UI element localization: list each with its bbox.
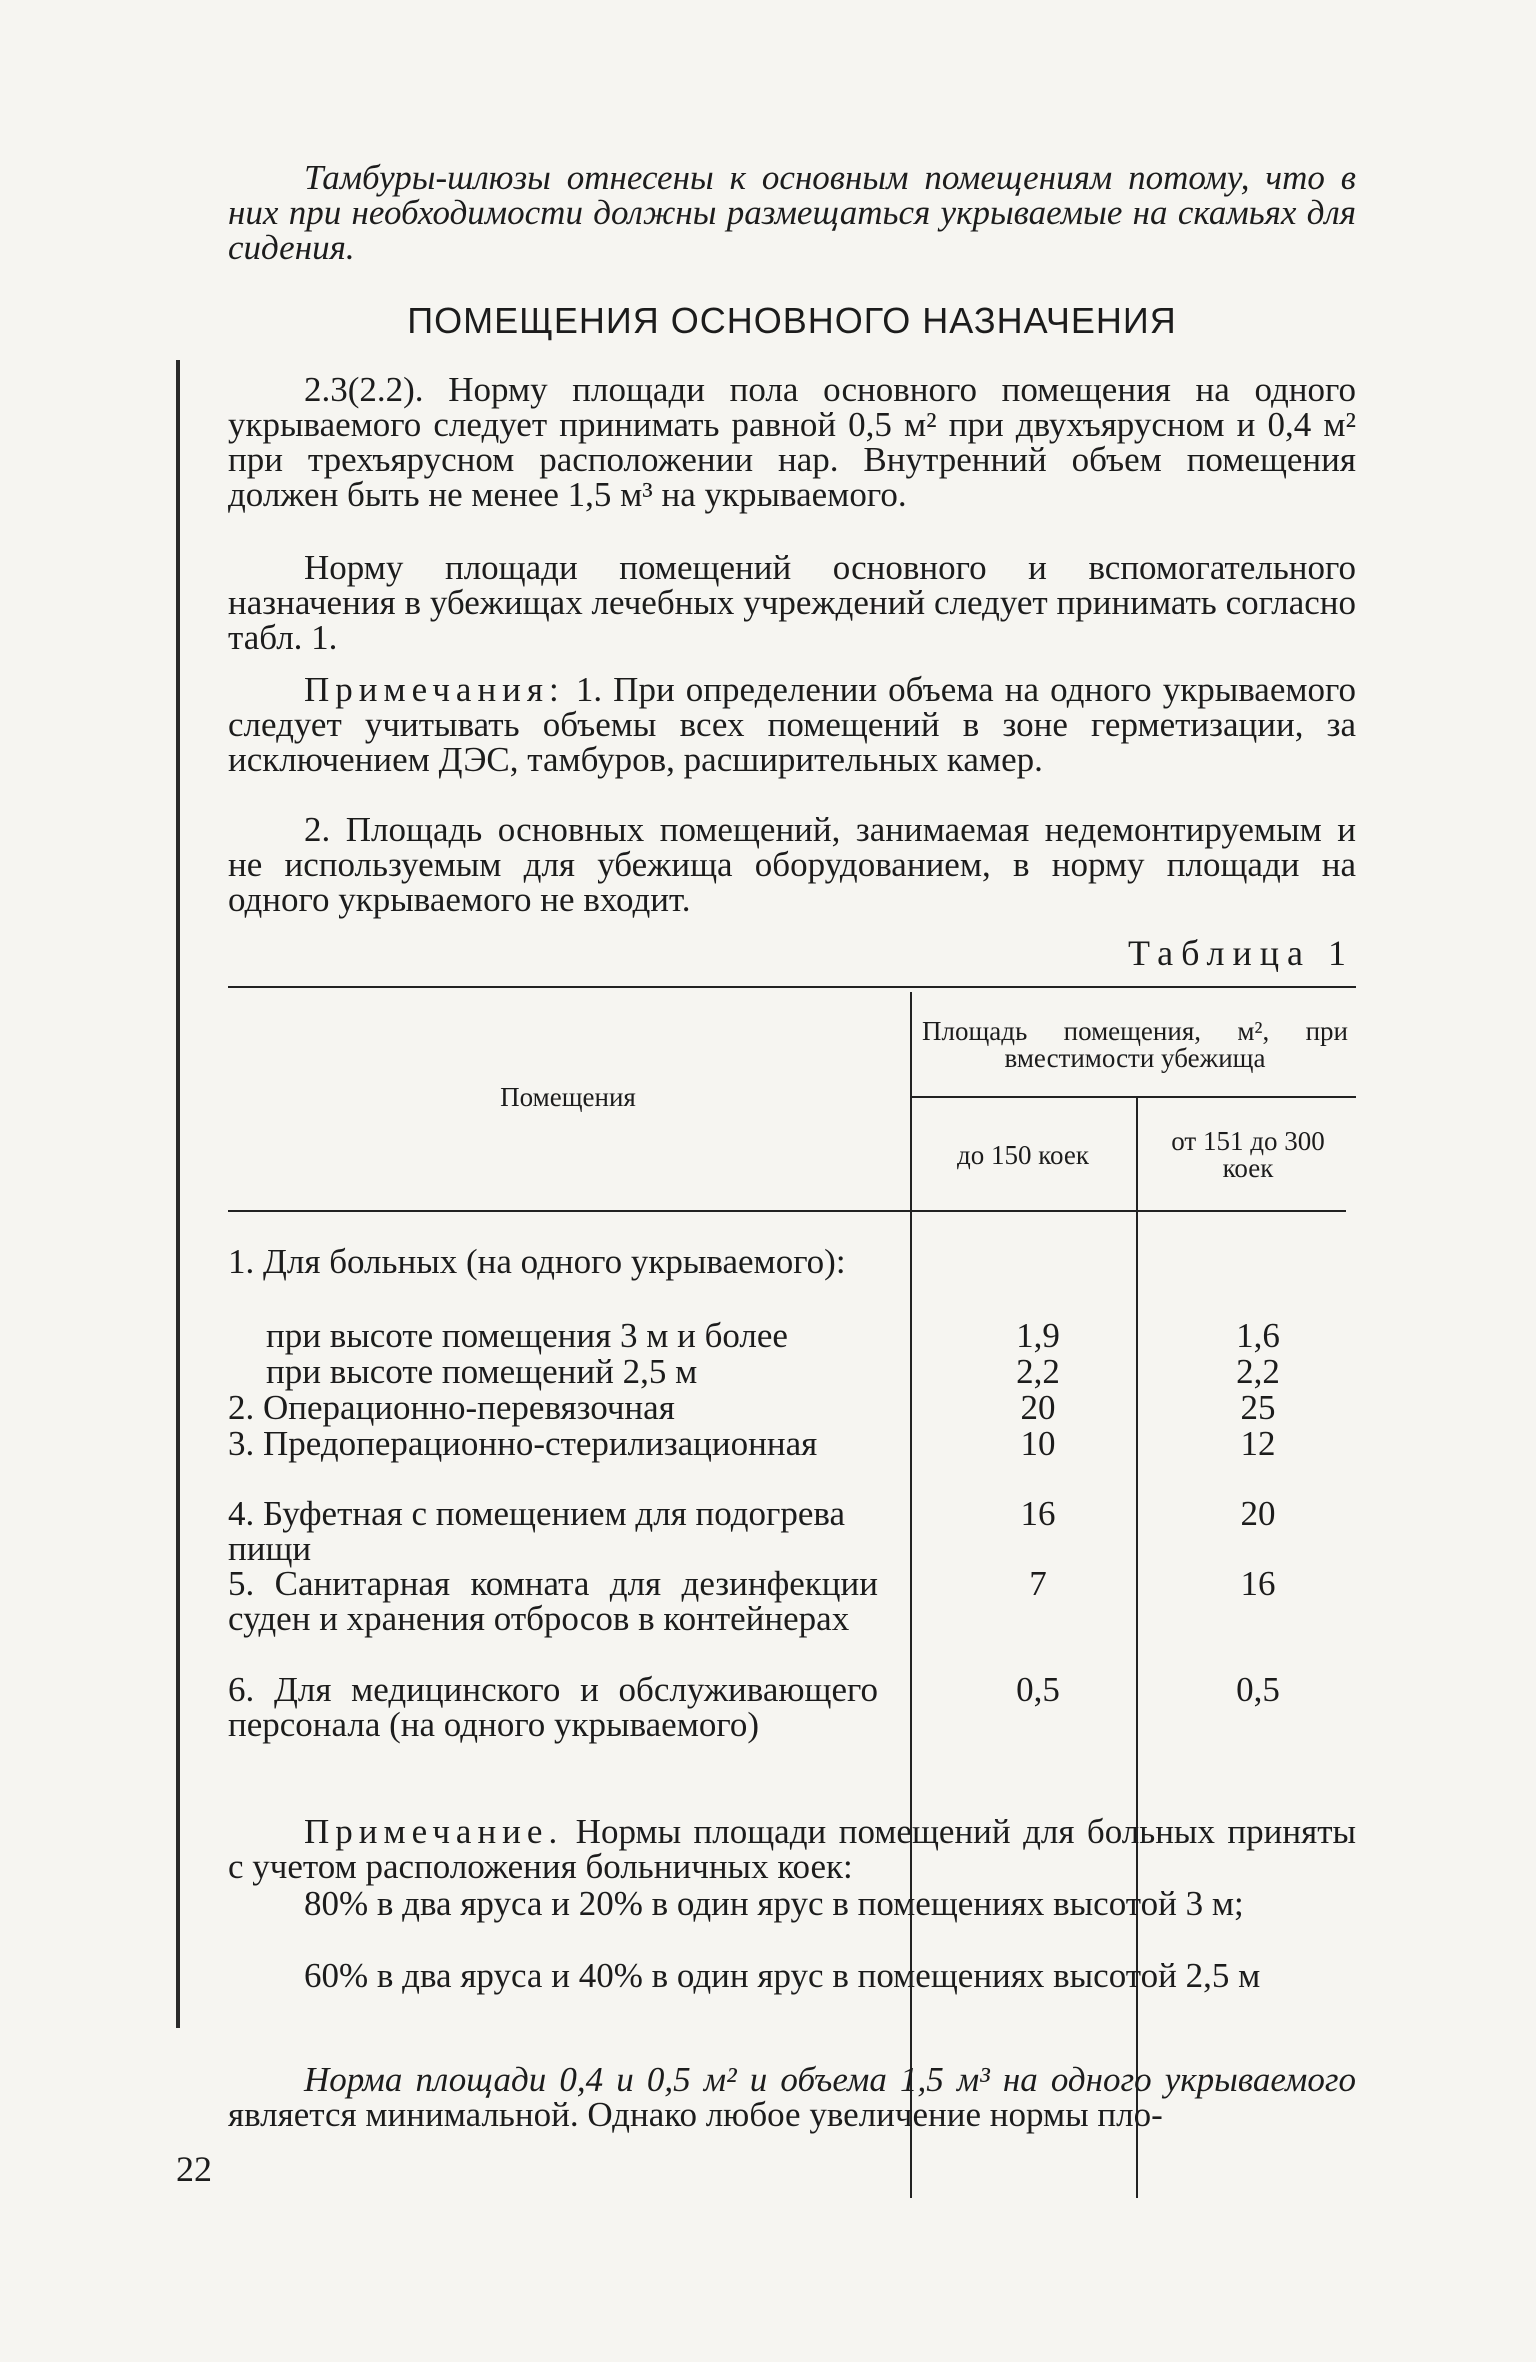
row-value-col1: 0,5	[1016, 1670, 1060, 1709]
paragraph-2-3-text: 2.3(2.2). Норму площади пола основного помещения на одного укрываемого следует принимать равной 0,5 м² при двухъярусном и 0,4 м² при трехъярусном расположении нар. Внутренний объем помещения должен быть не менее 1,5 м³ на укрываемого.	[228, 370, 1356, 514]
closing-paragraph	[228, 2062, 1356, 2132]
section-heading: ПОМЕЩЕНИЯ ОСНОВНОГО НАЗНАЧЕНИЯ	[407, 300, 1177, 341]
header-col-151-300: от 151 до 300 коек	[1171, 1126, 1325, 1183]
table-note-item-1-text: 80% в два яруса и 20% в один ярус в помещениях высотой 3 м;	[304, 1884, 1244, 1923]
row-value-col1: 7	[1029, 1564, 1047, 1603]
paragraph-table-reference-text: Норму площади помещений основного и вспомогательного назначения в убежищах лечебных учреждений следует принимать согласно табл. 1.	[228, 548, 1356, 657]
row-label: при высоте помещения 3 м и более	[266, 1316, 788, 1355]
table-column-divider-2	[1136, 1098, 1138, 2198]
table-note-text: Нормы площади помещений для больных приняты с учетом расположения больничных коек:	[228, 1812, 1357, 1886]
table-note-item-1	[228, 1886, 1356, 1921]
notes-label: Примечания:	[304, 670, 565, 709]
table-header-bottom-rule	[228, 1210, 1346, 1212]
row-value-col2: 0,5	[1236, 1670, 1280, 1709]
table-note-label: Примечание.	[304, 1812, 564, 1851]
note-2-text: 2. Площадь основных помещений, занимаемая недемонтируемым и не используемым для убежища оборудованием, в норму площади на одного укрываемого не входит.	[228, 810, 1356, 919]
page-number: 22	[176, 2149, 212, 2189]
row-value-col2: 12	[1240, 1424, 1276, 1463]
row-value-col2: 1,6	[1236, 1316, 1280, 1355]
paragraph-2-3	[228, 372, 1356, 512]
row-label: 1. Для больных (на одного укрываемого):	[228, 1242, 846, 1281]
row-value-col2: 25	[1240, 1388, 1276, 1427]
row-label: при высоте помещений 2,5 м	[266, 1352, 698, 1391]
row-value-col1: 20	[1020, 1388, 1056, 1427]
header-rooms: Помещения	[500, 1082, 636, 1112]
row-value-col1: 2,2	[1016, 1352, 1060, 1391]
row-label: 4. Буфетная с помещением для подогрева пищи	[228, 1494, 846, 1568]
paragraph-table-reference	[228, 550, 1356, 655]
row-value-col1: 16	[1020, 1494, 1056, 1533]
intro-paragraph	[228, 160, 1356, 265]
row-value-col1: 10	[1020, 1424, 1056, 1463]
intro-text: Тамбуры-шлюзы отнесены к основным помещениям потому, что в них при необходимости должны размещаться укрываемые на скамьях для сидения.	[228, 158, 1356, 267]
row-label: 2. Операционно-перевязочная	[228, 1388, 675, 1427]
note-1	[228, 672, 1356, 777]
row-value-col2: 2,2	[1236, 1352, 1280, 1391]
row-label: 6. Для медицинского и обслуживающего персонала (на одного укрываемого)	[228, 1670, 878, 1744]
closing-italic-text: Норма площади 0,4 и 0,5 м² и объема 1,5 м³ на одного укрываемого	[304, 2060, 1356, 2099]
table-column-divider-1	[910, 992, 912, 2198]
closing-regular-text: является минимальной. Однако любое увеличение нормы пло-	[228, 2095, 1163, 2134]
header-col-up-to-150: до 150 коек	[957, 1140, 1089, 1170]
row-value-col2: 16	[1240, 1564, 1276, 1603]
note-1-text: 1. При определении объема на одного укрываемого следует учитывать объемы всех помещений в зоне герметизации, за исключением ДЭС, тамбуров, расширительных камер.	[228, 670, 1357, 779]
note-2	[228, 812, 1356, 917]
row-label: 3. Предоперационно-стерилизационная	[228, 1424, 818, 1463]
margin-change-bar	[176, 360, 180, 2028]
table-header-mid-rule	[910, 1096, 1356, 1098]
row-value-col1: 1,9	[1016, 1316, 1060, 1355]
table-note-item-2-text: 60% в два яруса и 40% в один ярус в помещениях высотой 2,5 м	[304, 1956, 1261, 1995]
table-title: Таблица 1	[1128, 933, 1354, 973]
header-area: Площадь помещения, м², при вместимости убежища	[922, 1016, 1348, 1073]
table-note-item-2	[228, 1958, 1356, 1993]
table-top-rule	[228, 986, 1356, 988]
table-note	[228, 1814, 1356, 1884]
row-value-col2: 20	[1240, 1494, 1276, 1533]
row-label: 5. Санитарная комната для дезинфекции суден и хранения отбросов в контейнерах	[228, 1564, 878, 1638]
